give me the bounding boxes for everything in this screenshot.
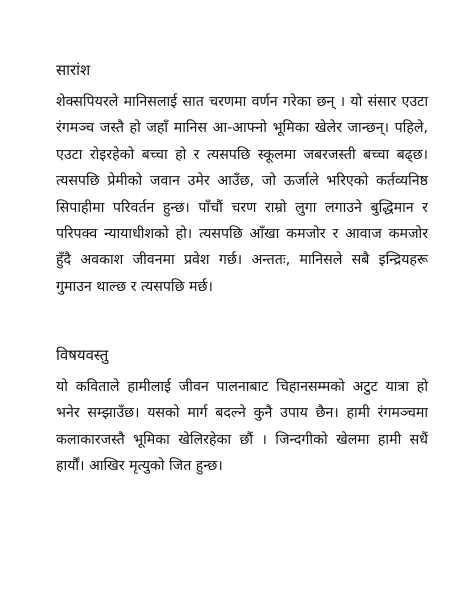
theme-heading: विषयवस्तु xyxy=(56,346,109,364)
theme-section xyxy=(56,345,428,480)
theme-paragraph: यो कविताले हामीलाई जीवन पालनाबाट चिहानसम्मको अटुट यात्रा हो भनेर सम्झाउँछ। यसको मार्ग बदल्ने कुनै उपाय छैन। हामी रंगमञ्चमा कलाकारजस्तै भूमिका खेलिरहेका छौं । जिन्दगीको खेलमा हामी सधैं हार्यौं। आखिर मृत्युको जित हुन्छ। xyxy=(56,379,428,475)
summary-section xyxy=(56,60,428,300)
summary-paragraph: शेक्सपियरले मानिसलाई सात चरणमा वर्णन गरेका छन् । यो संसार एउटा रंगमञ्च जस्तै हो जहाँ मानिस आ-आफ्नो भूमिका खेलेर जान्छन्। पहिले, एउटा रोइरहेको बच्चा हो र त्यसपछि स्कूलमा जबरजस्ती बच्चा बढ्छ। त्यसपछि प्रेमीको जवान उमेर आउँछ, जो ऊर्जाले भरिएको कर्तव्यनिष्ठ सिपाहीमा परिवर्तन हुन्छ। पाँचौं चरण राम्रो लुगा लगाउने बुद्धिमान र परिपक्व न्यायाधीशको हो। त्यसपछि आँखा कमजोर र आवाज कमजोर हुँदै अवकाश जीवनमा प्रवेश गर्छ। अन्ततः, मानिसले सबै इन्द्रियहरू गुमाउन थाल्छ र त्यसपछि मर्छ। xyxy=(56,94,428,295)
summary-heading: सारांश xyxy=(56,61,91,79)
